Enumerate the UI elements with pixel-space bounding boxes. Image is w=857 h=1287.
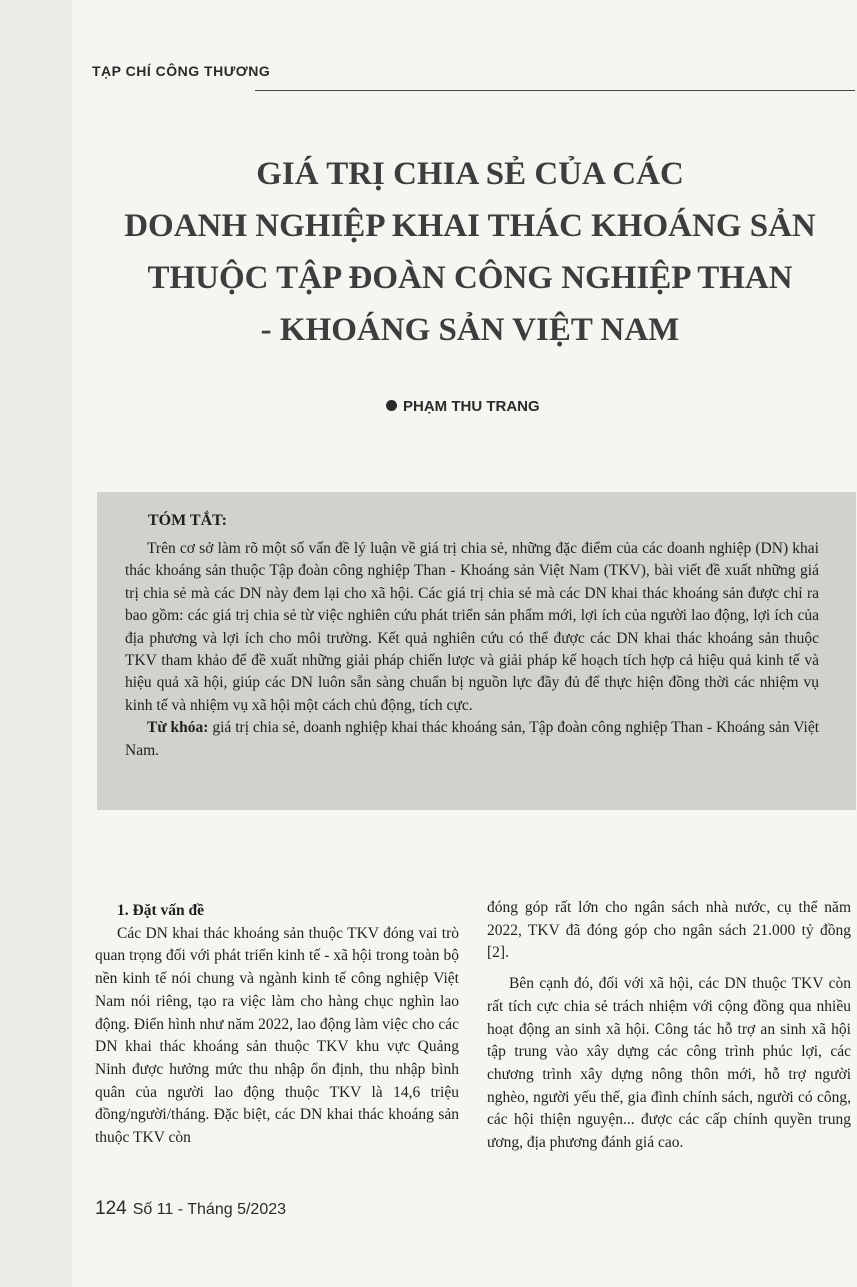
title-line: GIÁ TRỊ CHIA SẺ CỦA CÁC (256, 156, 684, 192)
title-line: THUỘC TẬP ĐOÀN CÔNG NGHIỆP THAN (147, 260, 793, 296)
body-paragraph: Bên cạnh đó, đối với xã hội, các DN thuộc TKV còn rất tích cực chia sẻ trách nhiệm với cộng đồng qua nhiều hoạt động an sinh xã hội. Công tác hỗ trợ an sinh xã hội tập trung vào xây dựng các công trình phúc lợi, các chương trình xây dựng nông thôn mới, hỗ trợ người nghèo, người yếu thế, gia đình chính sách, người có công, các hội thiện nguyện... được các cấp chính quyền trung ương, địa phương đánh giá cao. (487, 975, 851, 1152)
header-rule (255, 90, 855, 91)
right-column (487, 897, 851, 1155)
article-title (80, 148, 857, 356)
abstract-body: Trên cơ sở làm rõ một số vấn đề lý luận về giá trị chia sẻ, những đặc điểm của các doanh nghiệp (DN) khai thác khoáng sản thuộc Tập đoàn công nghiệp Than - Khoáng sản Việt Nam (TKV), bài viết đề xuất những giá trị chia sẻ mà các DN này đem lại cho xã hội. Các giá trị chia sẻ mà các DN khai thác khoáng sản được chỉ ra bao gồm: các giá trị chia sẻ từ việc nghiên cứu phát triển sản phẩm mới, lợi ích của người lao động, lợi ích của địa phương và lợi ích cho môi trường. Kết quả nghiên cứu có thể được các DN khai thác khoáng sản thuộc TKV tham khảo để đề xuất những giải pháp chiến lược và giải pháp kế hoạch tích hợp cả hiệu quả kinh tế và hiệu quả xã hội, giúp các DN luôn sẵn sàng chuẩn bị nguồn lực đầy đủ để thực hiện đồng thời các nhiệm vụ kinh tế và nhiệm vụ xã hội một cách chủ động, tích cực. (125, 540, 819, 714)
page-footer (95, 1198, 286, 1220)
page-number: 124 (95, 1198, 127, 1219)
page-margin (0, 0, 72, 1287)
author-line (386, 398, 540, 415)
journal-name: TẠP CHÍ CÔNG THƯƠNG (92, 63, 271, 79)
abstract-heading: TÓM TẮT: (148, 512, 227, 529)
body-paragraph: Các DN khai thác khoáng sản thuộc TKV đóng vai trò quan trọng đối với phát triển kinh tế - xã hội trong toàn bộ nền kinh tế nói chung và ngành kinh tế công nghiệp Việt Nam nói riêng, tạo ra việc làm cho hàng chục nghìn lao động. Điển hình như năm 2022, lao động làm việc cho các DN khai thác khoáng sản thuộc TKV khu vực Quảng Ninh được hưởng mức thu nhập ổn định, thu nhập bình quân của người lao động thuộc TKV là 14,6 triệu đồng/người/tháng. Đặc biệt, các DN khai thác khoáng sản thuộc TKV còn (95, 924, 459, 1147)
issue-info: Số 11 - Tháng 5/2023 (132, 1201, 287, 1218)
body-paragraph: đóng góp rất lớn cho ngân sách nhà nước, cụ thể năm 2022, TKV đã đóng góp cho ngân sách 21.000 tỷ đồng [2]. (487, 899, 851, 962)
title-line: - KHOÁNG SẢN VIỆT NAM (260, 312, 680, 348)
keywords-label: Từ khóa: (147, 719, 209, 737)
bullet-icon (386, 400, 397, 411)
left-column (95, 900, 459, 1150)
keywords-paragraph (125, 717, 819, 762)
abstract-text (125, 538, 819, 762)
section-heading: 1. Đặt vấn đề (117, 902, 204, 919)
keywords-text: giá trị chia sẻ, doanh nghiệp khai thác khoáng sản, Tập đoàn công nghiệp Than - Khoáng sản Việt Nam. (125, 719, 820, 759)
author-name: PHẠM THU TRANG (403, 398, 540, 415)
title-line: DOANH NGHIỆP KHAI THÁC KHOÁNG SẢN (124, 208, 816, 244)
